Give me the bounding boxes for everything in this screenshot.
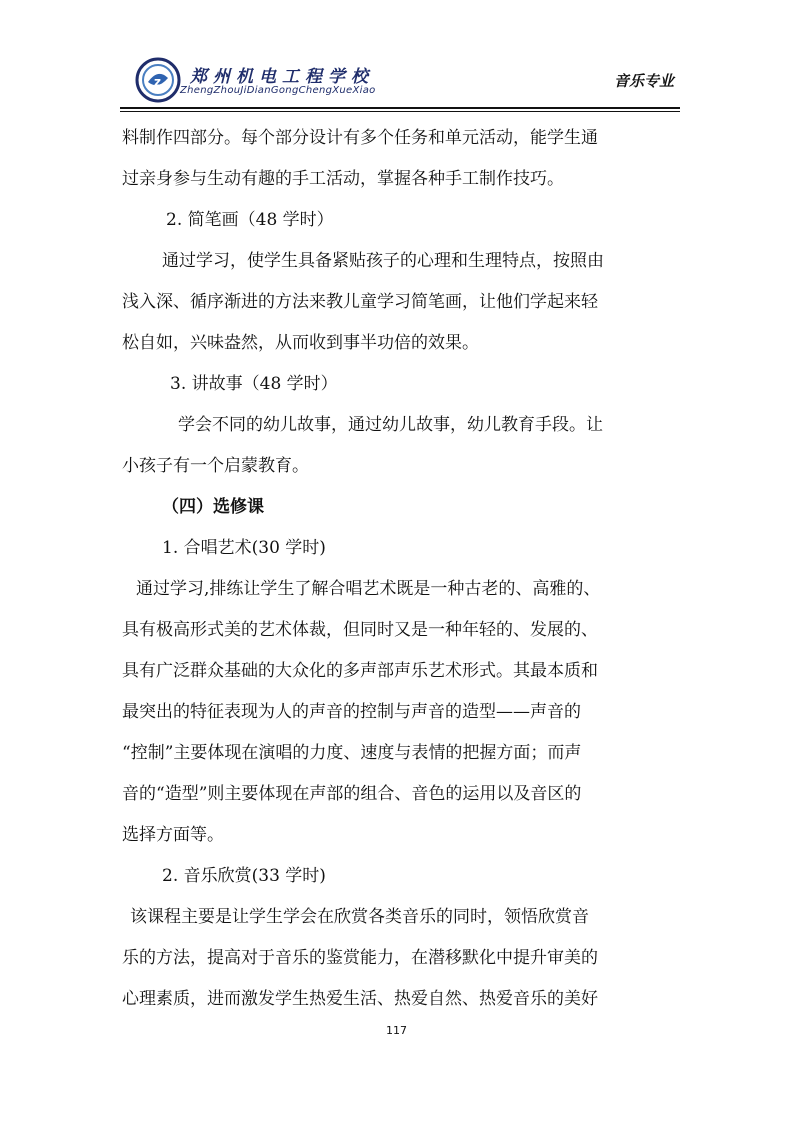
subheading: 2. 音乐欣赏(33 学时) bbox=[162, 866, 326, 886]
school-name-cn: 郑州机电工程学校 bbox=[190, 67, 374, 87]
page-number: 117 bbox=[386, 1024, 407, 1037]
text-line: 松自如，兴味盎然，从而收到事半功倍的效果。 bbox=[122, 333, 479, 353]
header-rule-thin bbox=[120, 111, 680, 112]
text-line: 音的“造型”则主要体现在声部的组合、音色的运用以及音区的 bbox=[122, 784, 582, 804]
text-line: 该课程主要是让学生学会在欣赏各类音乐的同时，领悟欣赏音 bbox=[130, 907, 589, 927]
text-line: 最突出的特征表现为人的声音的控制与声音的造型——声音的 bbox=[122, 702, 581, 722]
text-line: 学会不同的幼儿故事，通过幼儿故事，幼儿教育手段。让 bbox=[178, 415, 603, 435]
text-line: 心理素质，进而激发学生热爱生活、热爱自然、热爱音乐的美好 bbox=[122, 989, 598, 1009]
school-name-en: ZhengZhouJiDianGongChengXueXiao bbox=[180, 85, 376, 96]
page-header bbox=[120, 50, 680, 110]
header-rule-thick bbox=[120, 107, 680, 109]
text-line: 料制作四部分。每个部分设计有多个任务和单元活动，能学生通 bbox=[122, 128, 598, 148]
text-line: “控制”主要体现在演唱的力度、速度与表情的把握方面；而声 bbox=[122, 743, 582, 763]
text-line: 浅入深、循序渐进的方法来教儿童学习简笔画，让他们学起来轻 bbox=[122, 292, 598, 312]
text-line: 通过学习,排练让学生了解合唱艺术既是一种古老的、高雅的、 bbox=[136, 579, 601, 599]
school-emblem-icon bbox=[134, 56, 182, 104]
subheading: 2. 简笔画（48 学时） bbox=[166, 210, 334, 230]
text-line: 具有广泛群众基础的大众化的多声部声乐艺术形式。其最本质和 bbox=[122, 661, 598, 681]
text-line: 乐的方法，提高对于音乐的鉴赏能力，在潜移默化中提升审美的 bbox=[122, 948, 598, 968]
subheading: 1. 合唱艺术(30 学时) bbox=[162, 538, 326, 558]
section-heading: （四）选修课 bbox=[162, 497, 264, 517]
svg-text:z: z bbox=[154, 75, 161, 89]
subheading: 3. 讲故事（48 学时） bbox=[170, 374, 338, 394]
body-text bbox=[122, 118, 682, 1020]
text-line: 过亲身参与生动有趣的手工活动，掌握各种手工制作技巧。 bbox=[122, 169, 564, 189]
department-label: 音乐专业 bbox=[613, 72, 674, 90]
text-line: 通过学习，使学生具备紧贴孩子的心理和生理特点，按照由 bbox=[162, 251, 604, 271]
text-line: 具有极高形式美的艺术体裁，但同时又是一种年轻的、发展的、 bbox=[122, 620, 598, 640]
text-line: 选择方面等。 bbox=[122, 825, 224, 845]
text-line: 小孩子有一个启蒙教育。 bbox=[122, 456, 309, 476]
